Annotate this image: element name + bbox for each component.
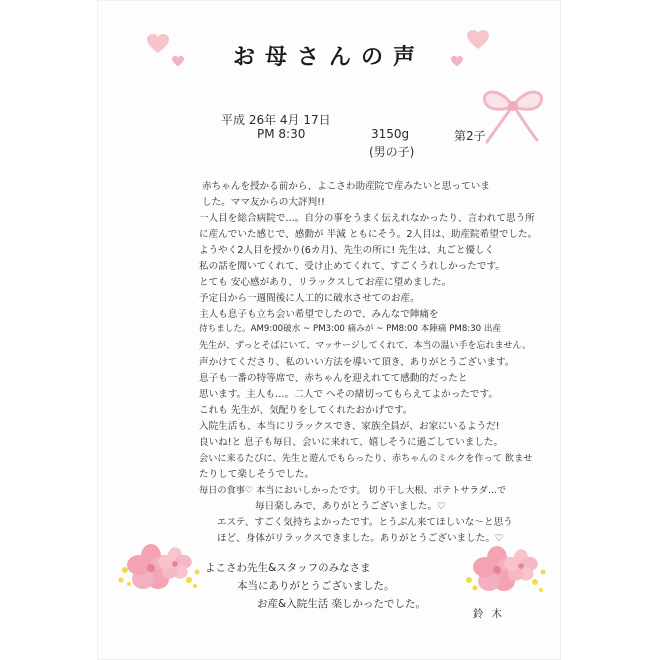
body-line: 主人も息子も立ち会い希望でしたので、みんなで陣痛を bbox=[199, 309, 439, 320]
body-line: 赤ちゃんを授かる前から、よこさわ助産院で産みたいと思っていま bbox=[202, 181, 490, 192]
letter-sheet bbox=[97, 0, 561, 660]
body-line: これも 先生が、気配りをしてくれたおかげです。 bbox=[199, 405, 413, 416]
signature: 鈴木 bbox=[473, 608, 510, 620]
hibiscus-flower-icon-left bbox=[115, 540, 205, 596]
closing-line: お産&入院生活 楽しかったでした。 bbox=[257, 598, 427, 610]
body-line: 息子も一番の特等席で、赤ちゃんを迎えれてて感動的だったと bbox=[199, 373, 468, 384]
body-line: 毎日の食事♡ 本当においしかったです。 切り干し大根、ポテトサラダ…で bbox=[199, 485, 507, 496]
ribbon-bow-icon bbox=[477, 78, 549, 148]
body-line: 声かけてくださり、私のいい方法を導いて頂き、ありがとうございます。 bbox=[199, 357, 515, 368]
body-line: した。ママ友からの大評判!! bbox=[202, 197, 325, 208]
body-line: 良いね!と 息子も毎日、会いに来れて、嬉しそうに過ごしていました。 bbox=[199, 437, 504, 448]
body-line: 毎日楽しみで、ありがとうございました。♡ bbox=[255, 501, 446, 512]
birth-time: PM 8:30 bbox=[257, 127, 306, 141]
body-line: 待ちました。AM9:00破水 ~ PM3:00 痛みが ~ PM8:00 本陣痛 PM8:30 出産 bbox=[199, 324, 502, 334]
body-line: 入院生活も、本当にリラックスでき、家族全員が、お家にいるようだ! bbox=[199, 421, 500, 432]
body-line: 私の話を聞いてくれて、受け止めてくれて、すごくうれしかったです。 bbox=[199, 261, 505, 272]
body-line: 思います。主人も…。二人で へその緒切ってもらえてよかったです。 bbox=[199, 389, 498, 400]
child-order: 第2子 bbox=[454, 129, 486, 143]
body-line: 会いに来るたびに、先生と遊んでもらったり、赤ちゃんのミルクを作って 飲ませ bbox=[199, 453, 533, 464]
body-line: 一人目を総合病院で…。自分の事をうまく伝えれなかったり、言われて思う所 bbox=[199, 213, 535, 224]
body-line: とても 安心感があり、リラックスしてお産に望めました。 bbox=[199, 277, 452, 288]
body-line: 予定日から一週間後に人工的に破水させてのお産。 bbox=[199, 293, 420, 304]
body-line: 先生が、ずっとそばにいて、マッサージしてくれて、本当の温い手を忘れません。 bbox=[199, 341, 532, 351]
body-line: ほど、身体がリラックスできました。ありがとうございました。♡ bbox=[217, 533, 504, 544]
body-line: たりして楽しそうでした。 bbox=[199, 469, 315, 480]
birth-date: 平成 26年 4月 17日 bbox=[221, 113, 331, 127]
closing-line: よこさわ先生&スタッフのみなさま bbox=[205, 562, 371, 574]
baby-gender: (男の子) bbox=[369, 145, 415, 159]
page-title: お母さんの声 bbox=[232, 45, 425, 70]
closing-line: 本当にありがとうございました。 bbox=[237, 580, 395, 592]
hibiscus-flower-icon-right bbox=[461, 544, 551, 598]
body-line: ようやく2人目を授かり(6カ月)、先生の所に! 先生は、丸ごと優しく bbox=[199, 245, 495, 256]
body-line: エステ、すごく気持ちよかったです。とうぶん来てほしいな～と思う bbox=[217, 517, 513, 528]
body-line: に産んでいた感じで、感動が 半減 ともにそう。2人目は、助産院希望でした。 bbox=[199, 229, 538, 240]
birth-weight: 3150g bbox=[371, 127, 410, 141]
